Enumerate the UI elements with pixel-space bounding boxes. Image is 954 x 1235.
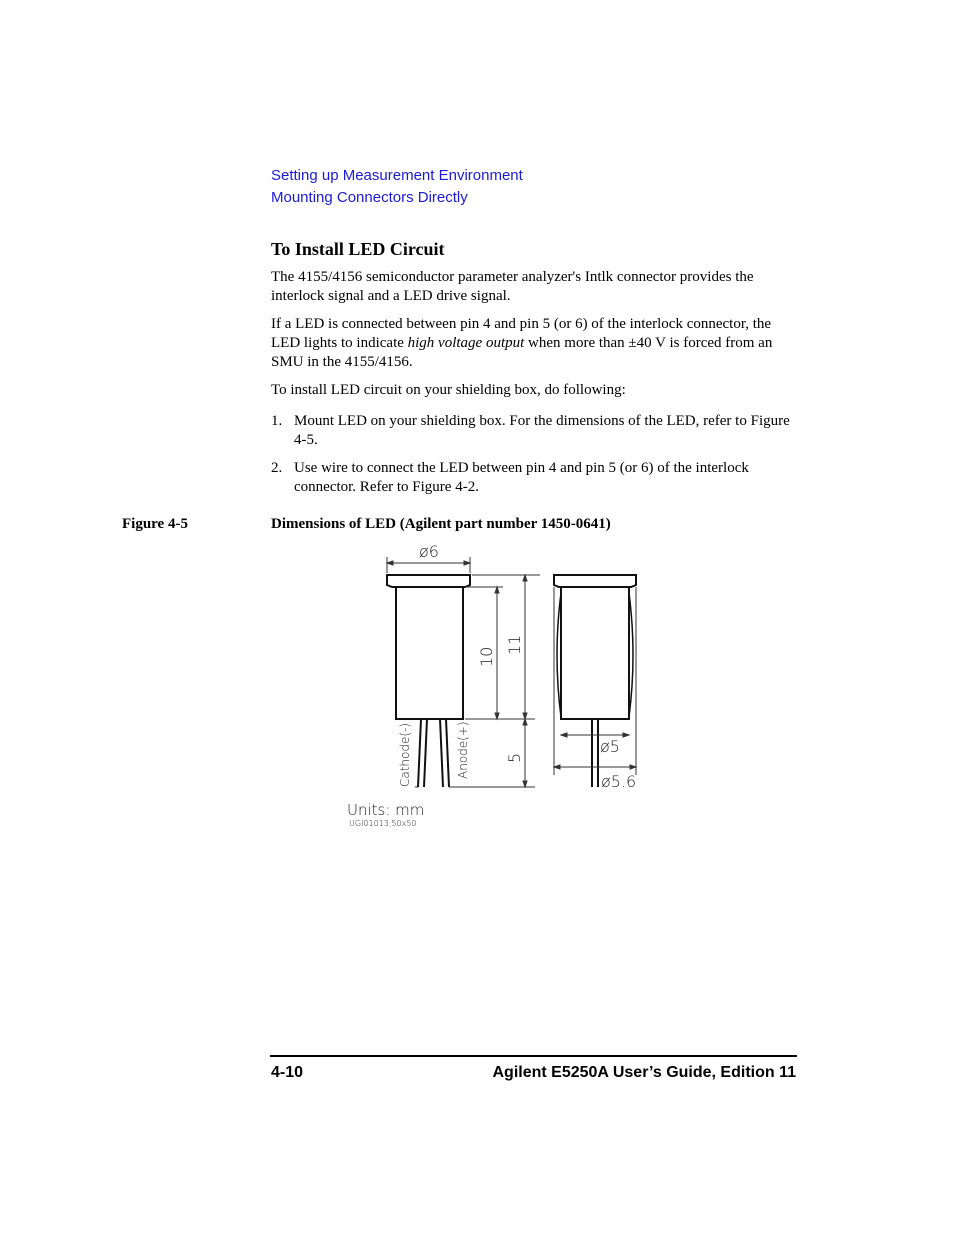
led-side-body xyxy=(561,587,629,719)
anode-lead xyxy=(440,719,449,787)
document-title: Agilent E5250A User’s Guide, Edition 11 xyxy=(492,1064,796,1081)
led-dimension-drawing xyxy=(335,535,655,840)
body-text xyxy=(271,268,796,506)
led-front-body xyxy=(396,587,463,719)
dim-lead-spacing-label: ø5 xyxy=(600,737,620,756)
footer-rule xyxy=(270,1055,797,1057)
anode-label: Anode(+) xyxy=(456,721,470,779)
led-front-cap xyxy=(387,575,470,587)
breadcrumb-chapter-link[interactable]: Setting up Measurement Environment xyxy=(271,167,523,184)
led-side-cap xyxy=(554,575,636,587)
dim-total-height-label: 11 xyxy=(505,634,524,655)
dim-body-height-label: 10 xyxy=(477,646,496,667)
dim-lead-length-label: 5 xyxy=(505,752,524,763)
step-text: Mount LED on your shielding box. For the dimensions of the LED, refer to Figure 4-5. xyxy=(294,413,790,448)
section-heading: To Install LED Circuit xyxy=(271,239,445,259)
breadcrumb-section-link[interactable]: Mounting Connectors Directly xyxy=(271,189,468,206)
paragraph-intro: The 4155/4156 semiconductor parameter analyzer's Intlk connector provides the interlock signal and a LED drive signal. xyxy=(271,269,754,304)
page-number: 4-10 xyxy=(271,1064,304,1081)
step-item xyxy=(271,412,796,450)
dim-width-label: ø6 xyxy=(419,542,439,561)
paragraph-led-text-start: If a LED is connected between pin 4 and pin 5 (or 6) of the interlock connector, the LED lights to indicate xyxy=(271,316,772,351)
paragraph-led-description xyxy=(271,315,796,372)
drawing-id-label: UGI01013,50x50 xyxy=(349,819,417,828)
dim-flange-label: ø5.6 xyxy=(601,772,637,791)
step-number: 2. xyxy=(271,460,283,476)
paragraph-led-text-end: when more than ±40 V is forced from an SMU in the 4155/4156. xyxy=(271,335,773,370)
figure-label: Figure 4-5 xyxy=(122,516,188,532)
steps-list xyxy=(271,412,796,497)
step-item xyxy=(271,459,796,497)
paragraph-install-intro: To install LED circuit on your shielding box, do following: xyxy=(271,382,626,398)
breadcrumb xyxy=(271,165,523,209)
cathode-label: Cathode(-) xyxy=(398,722,412,787)
cathode-lead xyxy=(418,719,427,787)
paragraph-led-emphasis: high voltage output xyxy=(407,335,525,351)
step-number: 1. xyxy=(271,413,283,429)
step-text: Use wire to connect the LED between pin 4 and pin 5 (or 6) of the interlock connector. Refer to Figure 4-2. xyxy=(294,460,749,495)
units-label: Units: mm xyxy=(347,801,425,819)
side-lead xyxy=(592,719,598,787)
figure-title: Dimensions of LED (Agilent part number 1450-0641) xyxy=(271,516,611,532)
